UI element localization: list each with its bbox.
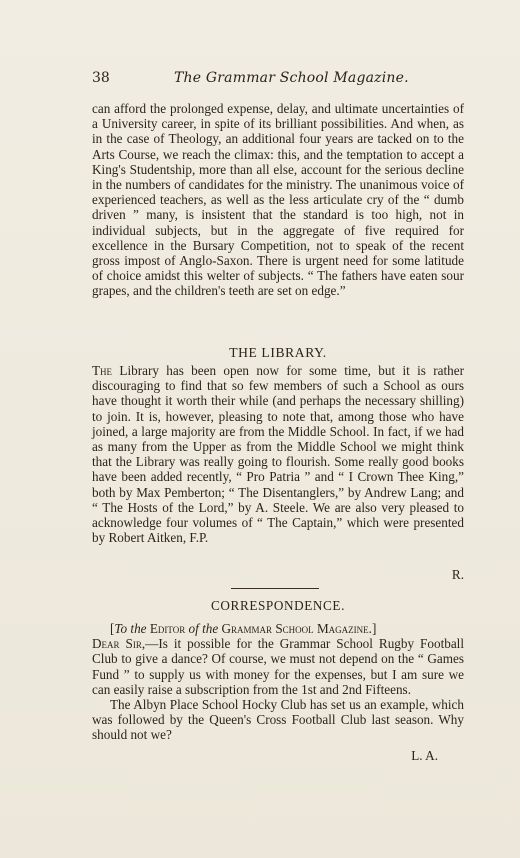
letter-paragraph-1: Dear Sir,—Is it possible for the Grammar School Rugby Football Club to give a dance? Of course, we must not depend on the “ Games Fund ” to supply us with money for the expenses, but I am sure we can easily raise a subscription from the 1st and 2nd Fifteens. [92, 636, 465, 697]
library-signature: R. [451, 567, 464, 582]
running-title: The Grammar School Magazine. [174, 70, 409, 86]
library-text: Library has been open now for some time, but it is rather discouraging to find that so few members of such a School as ours have thought it worth their while (and perhaps the necessary shilling) to join. It is, however, pleasing to note that, among those who have joined, a large majority are from the Middle School. In fact, if we had as many from the Upper as from the Middle School we might think that the Library was really going to flourish. Some really good books have been added recently, “ Pro Patria ” and “ I Crown Thee King,” both by Max Pemberton; “ The Disentanglers,” by Andrew Lang; and “ The Hosts of the Lord,” by A. Steele. We are also very pleased to acknowledge four volumes of “ The Captain,” which were presented by Robert Aitken, F.P. [92, 363, 464, 546]
correspondence-heading: CORRESPONDENCE. [211, 598, 345, 613]
section-divider [231, 588, 319, 589]
library-lead-word: The [92, 363, 113, 378]
correspondence-body [92, 621, 464, 743]
continuation-paragraph [92, 101, 464, 299]
page-header [92, 70, 464, 90]
page-number: 38 [92, 70, 110, 86]
continuation-text: can afford the prolonged expense, delay, and ultimate uncertainties of a University career, in spite of its brilliant possibilities. And when, as in the case of Theology, an additional four years are tacked on to the Arts Course, we reach the climax: this, and the temptation to accept a King's Studentship, more than all else, account for the serious decline in the numbers of candidates for the ministry. The unanimous voice of experienced teachers, as well as the less articulate cry of the “ dumb driven ” many, is insistent that the standard is too high, not in individual subjects, but in the aggregate of five required for excellence in the Bursary Competition, not to speak of the recent gross impost of Anglo-Saxon. There is urgent need for some latitude of choice amidst this welter of subjects. “ The fathers have eaten sour grapes, and the children's teeth are set on edge.” [92, 101, 464, 299]
letter-salutation: Dear Sir, [92, 636, 146, 652]
letter-signature: L. A. [411, 748, 438, 763]
letter-paragraph-2: The Albyn Place School Hocky Club has set us an example, which was followed by the Queen's Cross Football Club last season. Why should not we? [92, 697, 464, 743]
library-heading: THE LIBRARY. [229, 345, 327, 360]
library-paragraph [92, 363, 464, 545]
letter-address: [To the Editor of the Grammar School Magazine.] [110, 621, 377, 636]
